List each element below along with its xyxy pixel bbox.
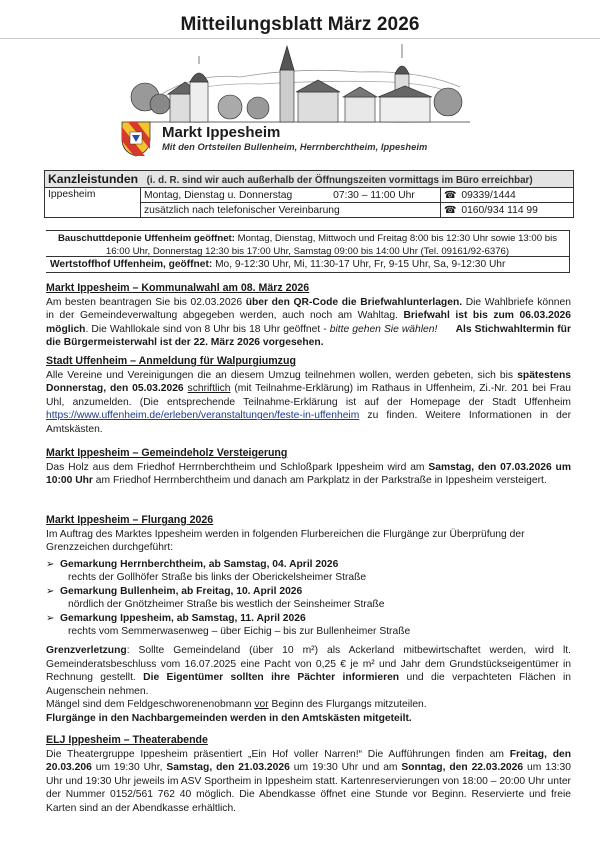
section-intro: Im Auftrag des Marktes Ippesheim werden in folgenden Flurbereichen die Flurgänge zur Überprüfung der Grenzzeichen durchgeführt: [46,528,525,554]
bauschutt-text: Montag, Dienstag, Mittwoch und Freitag 8:00 bis 12:30 Uhr sowie 13:00 bis 16:00 Uhr, Donnerstag 12:30 bis 17:00 Uhr, Samstag 09:00 bis 14:00 Uhr (Tel. 09161/92-6376) [105,233,558,257]
bold-text: Die Eigentümer sollten ihre Pächter informieren [143,672,400,684]
list-item [46,612,571,639]
text: Das Holz aus dem Friedhof Herrnberchtheim und Schloßpark Ippesheim wird am [46,461,429,473]
office-hours-table [44,170,574,218]
bold-text: Freitag, den 20.03.206 [46,748,572,774]
flurgang-detail: nördlich der Gnötzheimer Straße bis westlich der Seinsheimer Straße [68,599,385,611]
text: (mit Teilnahme-Erklärung) im Rathaus in Uffenheim, Zi.-Nr. 201 bei Frau Uhl, anzumelden. (Die entsprechende Teilnahme-Erklärung ist auf der Homepage der Stadt Uffenheim [46,383,571,408]
office-extra: zusätzlich nach telefonischer Vereinbarung [141,203,441,218]
phone-icon: ☎ [444,189,457,201]
section-theaterabende [46,734,571,816]
flurgang-detail: rechts der Gollhöfer Straße bis links der Oberickelsheimer Straße [68,572,367,584]
page-title: Mitteilungsblatt März 2026 [180,14,420,35]
text: am Friedhof Herrnberchtheim und danach am Parkplatz in der Parkstraße in Ippesheim versteigert. [92,475,547,487]
bold-text: über den QR-Code die Briefwahlunterlagen. [245,296,463,308]
section-grenzverletzung [46,644,571,726]
section-body [46,748,571,816]
bold-text: Briefwahl ist bis zum 06.03.2026 möglich [46,310,572,335]
section-gemeindeholz [46,447,571,488]
section-body [46,698,571,712]
wertstoff-box [46,256,570,273]
arrow-bullet-icon: ➢ [46,612,55,624]
village-skyline-illustration [130,42,470,124]
underlined-text: vor [254,699,269,711]
italic-text: bitte gehen Sie wählen! [329,323,438,335]
section-note: Flurgänge in den Nachbargemeinden werden in den Amtskästen mitgeteilt. [46,712,412,724]
text: Mängel sind dem Feldgeschworenenobmann [46,699,255,711]
flurgang-detail: rechts vom Semmerwasenweg – über Eichig – bis zur Bullenheimer Straße [68,626,411,638]
phone-icon: ☎ [444,204,457,216]
bauschutt-box [46,230,570,259]
section-walpurgiumzug [46,355,571,437]
office-days-cell [141,188,441,203]
flurgang-title: Gemarkung Ippesheim, ab Samstag, 11. April 2026 [60,612,306,624]
text: Beginn des Flurgangs mitzuteilen. [268,699,427,711]
section-body [46,369,571,437]
phone-number-2[interactable]: 0160/934 114 99 [461,204,538,216]
text: . Die Wahllokale sind von 8 Uhr bis 18 Uhr geöffnet - [85,323,330,335]
text: Alle Vereine und Vereinigungen die an diesem Umzug teilnehmen wollen, werden gebeten, sich bis [46,369,518,381]
section-flurgang [46,514,571,639]
arrow-bullet-icon: ➢ [46,585,55,597]
office-days: Montag, Dienstag u. Donnerstag [144,189,293,201]
list-item [46,585,571,612]
office-hours-header [45,171,574,188]
section-kommunalwahl [46,282,571,350]
text: : Sollte Gemeindeland (über 10 m²) als Ackerland mitbewirtschaftet werden, wird lt. Gemeinderatsbeschluss vom 16.07.2025 eine Pacht von 0,25 € je m² und Jahr dem Grundstückseigentümer in Rechnung gestellt. [46,645,571,684]
section-heading: ELJ Ippesheim – Theaterabende [46,734,208,746]
underlined-text: schriftlich [187,383,231,395]
text: um 19:30 Uhr, [91,762,167,774]
bold-text: Samstag, den 21.03.2026 [166,762,290,774]
wertstoff-text: Mo, 9-12:30 Uhr, Mi, 11:30-17 Uhr, Fr, 9-15 Uhr, Sa, 9-12:30 Uhr [212,259,506,270]
office-hours-note: (i. d. R. sind wir auch außerhalb der Öffnungszeiten vormittags im Büro erreichbar) [146,175,533,186]
bold-text: Samstag, den 07.03.2026 um 10:00 Uhr [46,461,571,487]
section-body [46,296,571,350]
bold-text: Grenzverletzung [46,645,127,656]
bold-text: Als Stichwahltermin für die Bürgermeisterwahl ist der 22. März 2026 vorgesehen. [46,323,571,349]
text: und die verpachteten Flächen in Augenschein nehmen. [46,672,572,697]
section-body [46,461,571,488]
phone-cell-1 [441,188,574,203]
text: Die Wahlbriefe können in der Gemeindeverwaltung abgegeben werden, auch noch am Wahltag. [46,296,571,322]
organization-subtitle: Mit den Ortsteilen Bullenheim, Herrnberchtheim, Ippesheim [162,142,428,152]
section-heading: Stadt Uffenheim – Anmeldung für Walpurgiumzug [46,355,296,367]
phone-cell-2 [441,203,574,218]
bold-text: spätestens Donnerstag, den 05.03.2026 [46,369,571,395]
wertstoff-label: Wertstoffhof Uffenheim, geöffnet: [50,259,213,270]
text: Am besten beantragen Sie bis 02.03.2026 [46,296,246,308]
office-location: Ippesheim [45,188,141,218]
flurgang-title: Gemarkung Bullenheim, ab Freitag, 10. April 2026 [60,585,303,597]
text: um 13:30 Uhr und 19:30 Uhr jeweils im ASV Sportheim in Ippesheim statt. Kartenreservierungen von 18:00 – 20:00 Uhr unter der Nummer 0152/561 762 40 möglich. Die Abendkasse öffnet eine Stunde vor Beginn. Reservierte und freie Karten sind an der Abendkasse erhältlich. [46,762,571,814]
section-body [46,644,571,698]
text: Die Theatergruppe Ippesheim präsentiert „Ein Hof voller Narren!“ Die Aufführungen finden am [46,748,510,760]
section-heading: Markt Ippesheim – Kommunalwahl am 08. März 2026 [46,282,310,294]
section-heading: Markt Ippesheim – Gemeindeholz Versteigerung [46,447,288,459]
flurgang-list [46,558,571,639]
bold-text: Sonntag, den 22.03.2026 [401,762,524,774]
arrow-bullet-icon: ➢ [46,558,55,570]
coat-of-arms-icon [121,121,151,157]
office-time: 07:30 – 11:00 Uhr [333,189,415,201]
bauschutt-label: Bauschuttdeponie Uffenheim geöffnet: [57,233,235,244]
section-heading: Markt Ippesheim – Flurgang 2026 [46,514,214,526]
text: um 19:30 Uhr und am [289,762,402,774]
text: zu finden. Weitere Informationen in der Amtskästen. [46,410,571,435]
title-divider [0,38,600,39]
flurgang-title: Gemarkung Herrnberchtheim, ab Samstag, 04. April 2026 [60,558,339,570]
phone-number-1[interactable]: 09339/1444 [461,189,516,201]
organization-name: Markt Ippesheim [162,124,281,141]
list-item [46,558,571,585]
uffenheim-link[interactable]: https://www.uffenheim.de/erleben/veranstaltungen/feste-in-uffenheim [46,410,360,422]
office-hours-title: Kanzleistunden [48,172,139,186]
